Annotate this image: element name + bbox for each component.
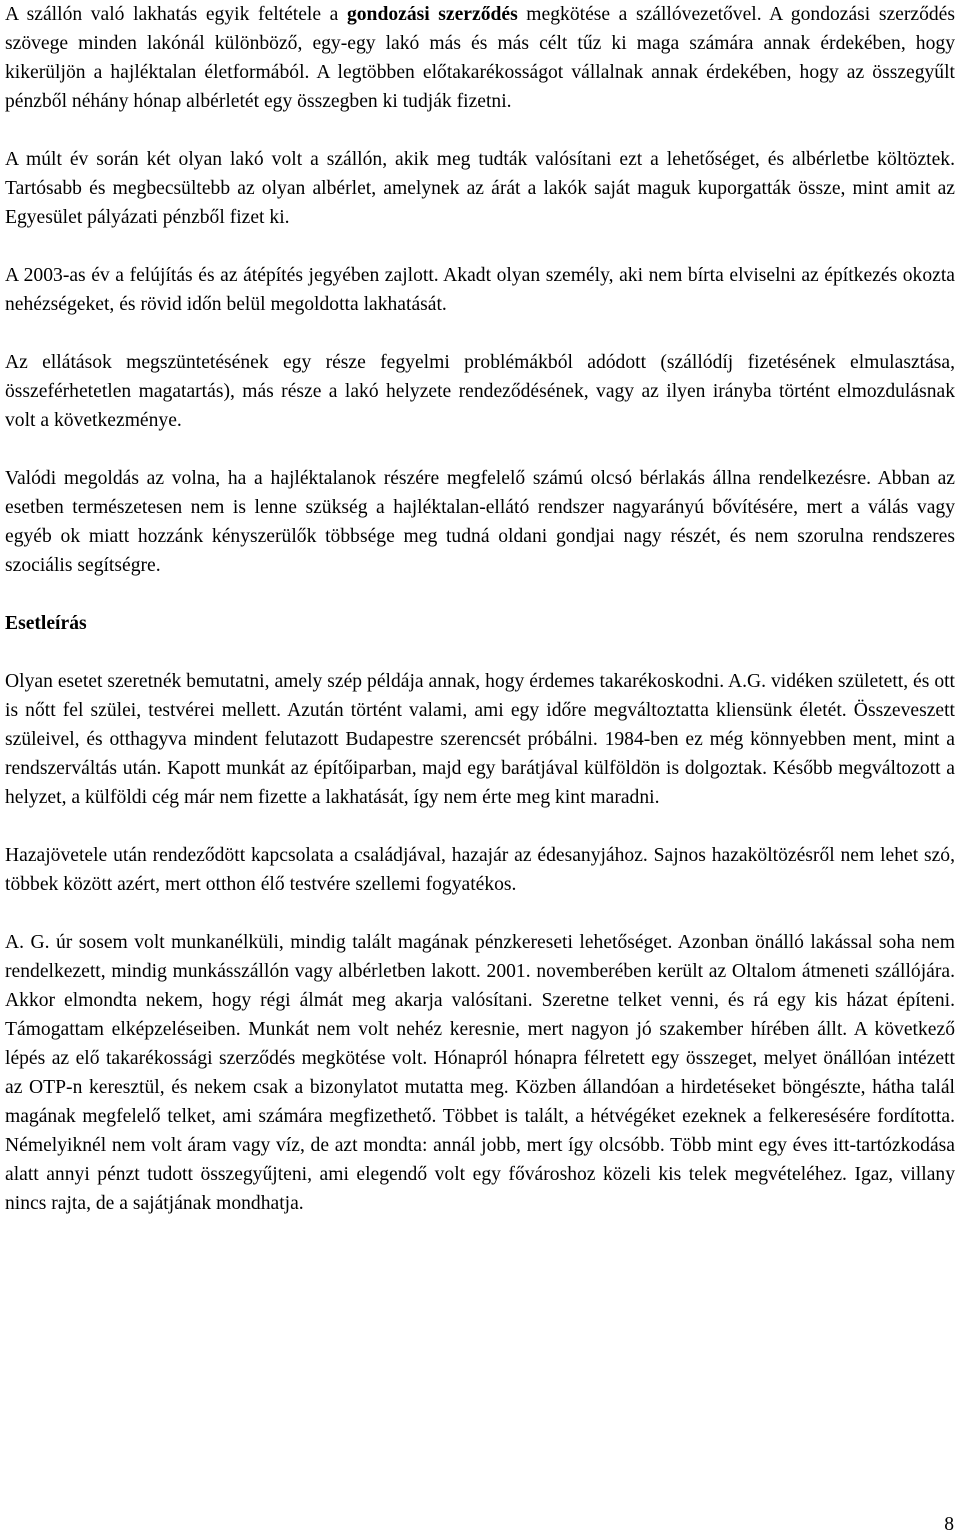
paragraph-care-contract-rest: megkötése a szállóvezetővel. A gondozási szerződés szövege minden lakónál különböző, egy-egy lakó más és más célt tűz ki maga számára annak érdekében, hogy kikerüljön a hajléktalan életformából. A legtöbben előtakarékosságot vállalnak annak érdekében, hogy az összegyűlt pénzből néhány hónap albérletét egy összegben ki tudják fizetni. — [5, 4, 955, 112]
paragraph-gap — [5, 116, 955, 145]
case-paragraph-savings: A. G. úr sosem volt munkanélküli, mindig talált magának pénzkereseti lehetőséget. Azonban önálló lakással soha nem rendelkezett, mindig munkásszállón vagy albérletben lakott. 2001. novemberében került az Oltalom átmeneti szállójára. Akkor elmondta nekem, hogy régi álmát meg akarja valósítani. Szeretne telket venni, és rá egy kis házat építeni. Támogattam elképzeléseiben. Munkát nem volt nehéz keresnie, mert nagyon jó szakember hírében állt. A következő lépés az elő takarékossági szerződés megkötése volt. Hónapról hónapra félretett egy összeget, melyet önállóan intézett az OTP-n keresztül, és nekem csak a bizonylatot mutatta meg. Közben állandóan a hirdetéseket böngészte, hátha talál magának megfelelő telket, ami számára megfizethető. Többet is talált, a hétvégéket ezeknek a felkeresésére fordította. Némelyiknél nem volt áram vagy víz, de azt mondta: annál jobb, mert így olcsóbb. Több mint egy éves itt-tartózkodása alatt annyi pénzt tudott összegyűjteni, ami elegendő volt egy fővároshoz közeli kis telek megvételéhez. Igaz, villany nincs rajta, de a sajátjának mondhatja. — [5, 932, 955, 1214]
paragraph-gap — [5, 899, 955, 928]
paragraph-gap — [5, 319, 955, 348]
paragraph-gap — [5, 435, 955, 464]
paragraph-care-contract — [5, 0, 955, 116]
paragraph-gap — [5, 580, 955, 609]
paragraph-gap — [5, 232, 955, 261]
section-heading: Esetleírás — [5, 613, 87, 634]
paragraph-gap — [5, 638, 955, 667]
case-paragraph-intro: Olyan esetet szeretnék bemutatni, amely szép példája annak, hogy érdemes takarékoskodni. A.G. vidéken született, és ott is nőtt fel szülei, testvérei mellett. Azután történt valami, ami egy időre megváltoztatta kliensünk életét. Összeveszett szüleivel, és otthagyva mindent felutazott Budapestre szerencsét próbálni. 1984-ben ez még könnyebben ment, mint a rendszerváltás után. Kapott munkát az építőiparban, majd egy barátjával külföldön is dolgoztak. Később megváltozott a helyzet, a külföldi cég már nem fizette a lakhatását, így nem érte meg kint maradni. — [5, 671, 955, 808]
paragraph-terminations: Az ellátások megszüntetésének egy része fegyelmi problémákból adódott (szállódíj fizetésének elmulasztása, összeférhetetlen magatartás), más része a lakó helyzete rendeződésének, vagy az ilyen irányba történt elmozdulásnak volt a következménye. — [5, 352, 955, 431]
paragraph-care-contract-start: A szállón való lakhatás egyik feltétele a — [5, 4, 347, 25]
paragraph-renovation: A 2003-as év a felújítás és az átépítés jegyében zajlott. Akadt olyan személy, aki nem bírta elviselni az építkezés okozta nehézségeket, és rövid időn belül megoldotta lakhatását. — [5, 265, 955, 315]
page-number: 8 — [944, 1514, 954, 1535]
paragraph-sublet: A múlt év során két olyan lakó volt a szállón, akik meg tudták valósítani ezt a lehetőséget, és albérletbe költöztek. Tartósabb és megbecsültebb az olyan albérlet, amelynek az árát a lakók saját maguk kuporgatták össze, mint amit az Egyesület pályázati pénzből fizet ki. — [5, 149, 955, 228]
bold-term-care-contract: gondozási szerződés — [346, 4, 518, 25]
document-page — [5, 0, 955, 1218]
case-paragraph-family: Hazajövetele után rendeződött kapcsolata a családjával, hazajár az édesanyjához. Sajnos hazaköltözésről nem lehet szó, többek között azért, mert otthon élő testvére szellemi fogyatékos. — [5, 845, 955, 895]
paragraph-gap — [5, 812, 955, 841]
paragraph-real-solution: Valódi megoldás az volna, ha a hajléktalanok részére megfelelő számú olcsó bérlakás állna rendelkezésre. Abban az esetben természetesen nem is lenne szükség a hajléktalan-ellátó rendszer nagyarányú bővítésére, mert a válás vagy egyéb ok miatt hozzánk kényszerülők többsége meg tudná oldani gondjai nagy részét, és nem szorulna rendszeres szociális segítségre. — [5, 468, 955, 576]
